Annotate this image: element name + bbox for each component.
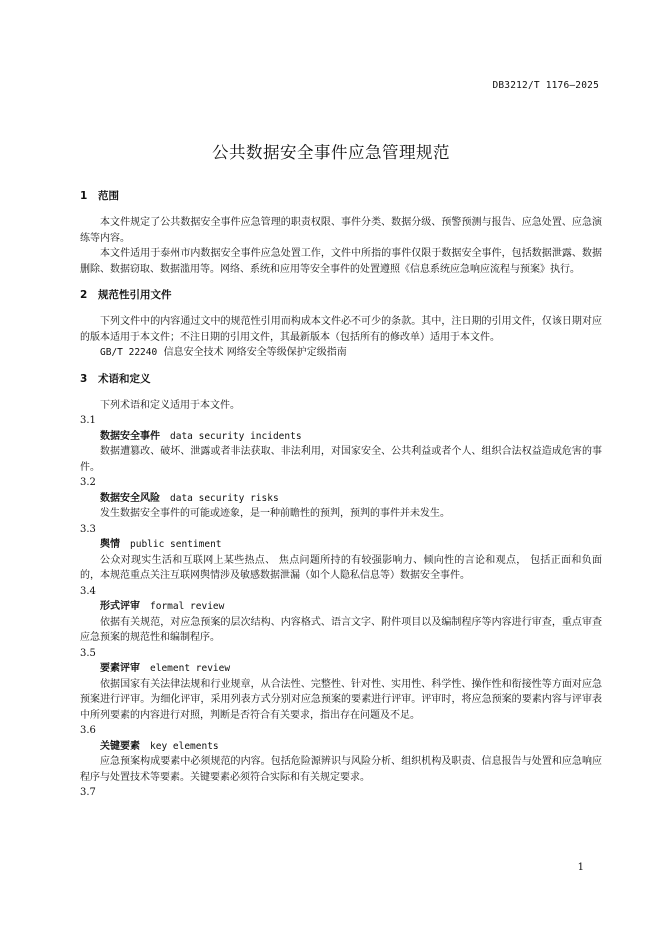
term-zh: 要素评审 — [100, 663, 140, 674]
term-heading — [80, 599, 602, 615]
term-zh: 形式评审 — [100, 601, 140, 612]
document-number: DB3212/T 1176—2025 — [492, 80, 599, 91]
term-number: 3.2 — [80, 477, 96, 488]
section-title: 术语和定义 — [98, 372, 151, 385]
normative-reference — [80, 345, 602, 361]
paragraph: 本文件适用于泰州市内数据安全事件应急处置工作，文件中所指的事件仅限于数据安全事件，包括数据泄露、数据删除、数据窃取、数据滥用等。网络、系统和应用等安全事件的处置遵照《信息系统应急响应流程与预案》执行。 — [80, 248, 602, 275]
term-definition: 公众对现实生活和互联网上某些热点、 焦点问题所持的有较强影响力、倾向性的言论和观点， 包括正面和负面的，本规范重点关注互联网舆情涉及敏感数据泄漏（如个人隐私信息等）数据安全事件。 — [80, 554, 602, 581]
term-definition: 依据有关规范，对应急预案的层次结构、内容格式、语言文字、附件项目以及编制程序等内容进行审查，重点审查应急预案的规范性和编制程序。 — [80, 616, 602, 643]
paragraph: 下列文件中的内容通过文中的规范性引用而构成本文件必不可少的条款。其中，注日期的引用文件，仅该日期对应的版本适用于本文件；不注日期的引用文件，其最新版本（包括所有的修改单）适用于本文件。 — [80, 316, 602, 343]
document-body — [80, 188, 602, 801]
term-heading — [80, 739, 602, 755]
section-number: 2 — [80, 289, 88, 301]
paragraph: 下列术语和定义适用于本文件。 — [100, 399, 240, 411]
term-definition: 发生数据安全事件的可能或迹象，是一种前瞻性的预判，预判的事件并未发生。 — [100, 508, 450, 519]
reference-name: 信息安全技术 网络安全等级保护定级指南 — [163, 347, 347, 358]
term-zh: 关键要素 — [100, 740, 140, 752]
term-zh: 舆情 — [100, 539, 120, 550]
section-heading — [80, 188, 602, 205]
term-number: 3.1 — [80, 415, 96, 426]
term-heading — [80, 491, 602, 507]
term-number: 3.3 — [80, 523, 96, 535]
term-en: public sentiment — [130, 539, 222, 550]
term-definition: 数据遭篡改、破坏、泄露或者非法获取、非法利用，对国家安全、公共利益或者个人、组织合法权益造成危害的事件。 — [80, 446, 602, 473]
term-en: data security incidents — [170, 430, 302, 442]
term-number: 3.4 — [80, 585, 96, 597]
section-heading — [80, 287, 602, 304]
section-heading — [80, 371, 602, 388]
term-number: 3.7 — [80, 787, 96, 798]
term-en: element review — [150, 663, 231, 674]
terms-list — [80, 413, 602, 785]
page-number: 1 — [577, 862, 584, 873]
term-zh: 数据安全事件 — [100, 430, 160, 442]
section-number: 1 — [80, 190, 88, 202]
term-definition: 依据国家有关法律法规和行业规章，从合法性、完整性、针对性、实用性、科学性、操作性和衔接性等方面对应急预案进行评审。为细化评审，采用列表方式分别对应急预案的要素进行评审。评审时，将应急预案的要素内容与评审表中所列要素的内容进行对照，判断是否符合有关要求，指出存在问题及不足。 — [80, 678, 602, 721]
term-heading — [80, 429, 602, 445]
term-number: 3.5 — [80, 647, 96, 659]
term-number: 3.6 — [80, 725, 96, 736]
term-zh: 数据安全风险 — [100, 492, 160, 504]
section-number: 3 — [80, 372, 88, 385]
term-definition: 应急预案构成要素中必须规范的内容。包括危险源辨识与风险分析、组织机构及职责、信息报告与处置和应急响应程序与处置技术等要素。关键要素必须符合实际和有关规定要求。 — [80, 756, 602, 783]
section-title: 范围 — [98, 190, 119, 202]
term-heading — [80, 661, 602, 677]
section-title: 规范性引用文件 — [98, 289, 172, 301]
term-en: formal review — [150, 601, 225, 612]
document-title: 公共数据安全事件应急管理规范 — [212, 143, 450, 162]
term-en: key elements — [150, 740, 219, 752]
paragraph: 本文件规定了公共数据安全事件应急管理的职责权限、事件分类、数据分级、预警预测与报告、应急处置、应急演练等内容。 — [80, 217, 602, 244]
reference-code: GB/T 22240 — [100, 347, 158, 358]
term-en: data security risks — [170, 492, 279, 504]
term-heading — [80, 537, 602, 553]
